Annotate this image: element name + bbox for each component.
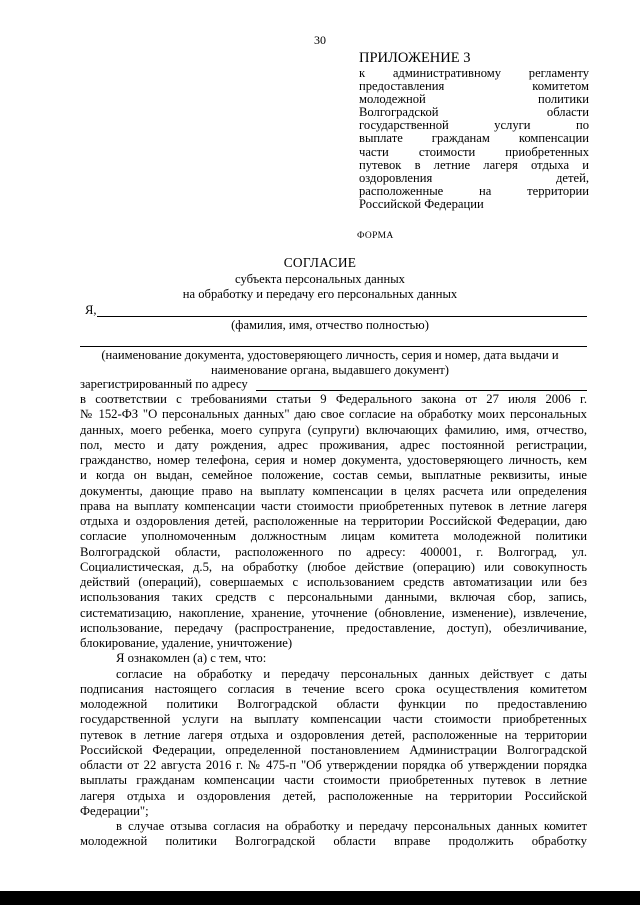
consent-text-line: блокирование, удаление, уничтожение) <box>80 636 293 650</box>
appendix-line: путевок в летние лагеря отдыха и <box>359 157 589 172</box>
appendix-line: оздоровления детей, <box>359 170 589 185</box>
appendix-line: части стоимости приобретенных <box>359 144 589 159</box>
consent-text-line: действий (операций), совершаемых с использованием средств автоматизации или без <box>80 575 587 589</box>
consent-text-line: молодежной политики Волгоградской области вправе продолжить обработку <box>80 834 587 849</box>
consent-text-line: лагеря отдыха и оздоровления детей, расположенные на территории Российской <box>80 788 587 803</box>
appendix-line: Российской Федерации <box>359 196 484 211</box>
appendix-line: к административному регламенту <box>359 66 589 80</box>
consent-text-line: Волгоградской области, расположенного по адресу: 400001, г. Волгоград, ул. <box>80 544 587 559</box>
address-label: зарегистрированный по адресу <box>80 377 248 391</box>
consent-text-line: государственной услуги на выплату компенсации части стоимости приобретенных <box>80 712 587 727</box>
appendix-line: предоставления комитетом <box>359 79 589 94</box>
page-number: 30 <box>314 33 326 47</box>
consent-text-line: согласие уполномоченным должностным лицам комитета молодежной политики <box>80 529 587 544</box>
name-field-label: Я, <box>85 303 97 317</box>
consent-text-line: Социалистическая, д.5, на обработку (любое действие (операцию) или совокупность <box>80 559 587 574</box>
consent-text-line: выплаты гражданам компенсации части стоимости приобретенных путевок в летние <box>80 773 587 788</box>
consent-text-line: отдыха и оздоровления детей, расположенные на территории Российской Федерации, даю <box>80 514 587 528</box>
consent-text-line: путевок в летние лагеря отдыха и оздоровления детей, расположенные на территории <box>80 727 587 742</box>
appendix-line: расположенные на территории <box>359 183 589 198</box>
consent-text-line: гражданство, номер телефона, серия и номер документа, удостоверяющего личность, кем <box>80 453 587 467</box>
document-subtitle-2: на обработку и передачу его персональных данных <box>182 287 458 301</box>
consent-text-line: подписания настоящего согласия в течение всего срока осуществления комитетом <box>80 681 587 696</box>
appendix-line: выплате гражданам компенсации <box>359 131 589 146</box>
consent-text-line: Я ознакомлен (а) с тем, что: <box>116 651 267 666</box>
appendix-block <box>359 50 589 211</box>
consent-text-line: в случае отзыва согласия на обработку и передачу персональных данных комитет <box>116 819 587 833</box>
address-field-line <box>256 390 587 391</box>
consent-text-line: области от 22 августа 2016 г. № 475-п "Об утверждении порядка об утверждении порядка <box>80 758 587 772</box>
appendix-line: Волгоградской области <box>359 105 589 120</box>
consent-text-line: документы, дающие право на выплату компенсации в целях расчета или определения <box>80 483 587 498</box>
consent-text-line: молодежной политики Волгоградской области функции по предоставлению <box>80 697 587 711</box>
consent-text-line: согласие на обработку и передачу персональных данных действует с даты <box>116 666 587 681</box>
consent-text-line: и когда он выдан, семейное положение, состав семьи, выплатные реквизиты, иные <box>80 468 587 483</box>
consent-text-line: Российской Федерации, определенной постановлением Администрации Волгоградской <box>80 742 587 757</box>
consent-body <box>80 392 587 850</box>
name-field-caption: (фамилия, имя, отчество полностью) <box>231 318 429 332</box>
consent-text-line: пол, место и дату рождения, адрес проживания, адрес постоянной регистрации, <box>80 437 587 452</box>
document-subtitle: субъекта персональных данных <box>235 272 405 286</box>
appendix-line: государственной услуги по <box>359 118 589 133</box>
consent-text-line: использования таких средств с персональными данными, включая сбор, запись, <box>80 590 587 605</box>
consent-text-line: права на выплату компенсации части стоимости приобретенных путевок в летние лагеря <box>80 498 587 513</box>
scan-bottom-border <box>0 891 640 905</box>
document-field-caption: наименование органа, выдавшего документ) <box>211 363 449 377</box>
appendix-title: ПРИЛОЖЕНИЕ 3 <box>359 50 471 66</box>
form-label: ФОРМА <box>357 231 394 241</box>
consent-text-line: в соответствии с требованиями статьи 9 Федерального закона от 27 июля 2006 г. <box>80 392 587 406</box>
consent-text-line: использование, передачу (распространение, предоставление, доступ), обезличивание, <box>80 620 587 635</box>
name-field-line <box>97 316 587 317</box>
appendix-line: молодежной политики <box>359 92 589 107</box>
document-field-line <box>80 346 587 347</box>
consent-text-line: данных, моего ребенка, моего супруга (супруги) включающих фамилию, имя, отчество, <box>80 422 587 437</box>
consent-text-line: Федерации"; <box>80 803 149 818</box>
document-field-caption: (наименование документа, удостоверяющего личность, серия и номер, дата выдачи и <box>101 348 559 362</box>
document-title: СОГЛАСИЕ <box>283 255 357 270</box>
consent-text-line: систематизацию, накопление, хранение, уточнение (обновление, изменение), извлечение, <box>80 605 587 620</box>
consent-text-line: № 152-ФЗ "О персональных данных" даю свое согласие на обработку моих персональных <box>80 407 587 422</box>
